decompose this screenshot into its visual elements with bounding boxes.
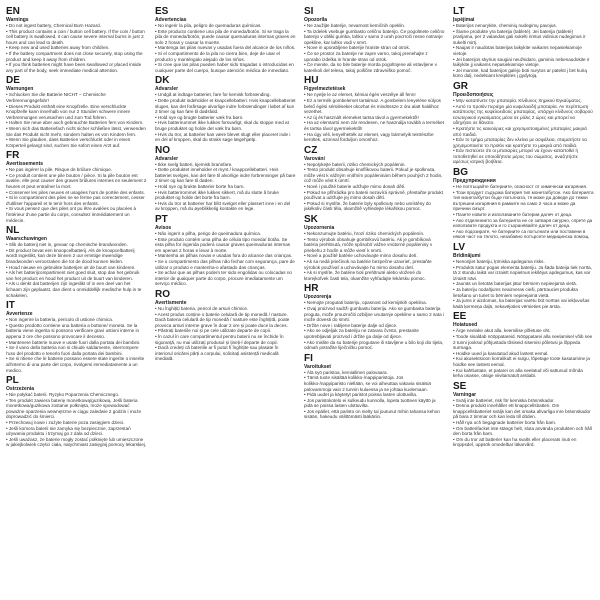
- warning-line: • Ak si myslíte, že batérie boli prehltnuté alebo vložené do ktorejkoľvek časti tela, okamžite vyhľadajte lekársku pomoc.: [304, 270, 426, 281]
- section-lt: [453, 7, 594, 79]
- language-code: HR: [304, 283, 319, 295]
- warning-line: • Halten Sie neue aber auch gebrauchte Batterien fern von Kindern.: [6, 120, 144, 126]
- warning-line: • Hold nye og brukte batterier borte fra barn.: [155, 184, 245, 190]
- section-heading: Advarsler: [155, 86, 179, 93]
- language-code: NL: [6, 225, 20, 237]
- warning-line: • This product contains a coin / button cell battery. If the coin / button cell battery is swallowed, it can cause severe internal burns in just 2 hours and can lead to death.: [6, 28, 145, 45]
- section-cz: [304, 146, 445, 212]
- warning-line: • Kui akusektsioon korralikult ei sulgu, lõpetage toote kasutamine ja hoidke see lastest eemal.: [453, 356, 590, 367]
- warning-line: • Не поглъщайте батериите, опасност от химически изгаряния.: [453, 184, 588, 190]
- section-heading: Ostrzeżenia: [6, 386, 35, 393]
- section-hr: [304, 284, 445, 350]
- section-heading: Warnungen: [6, 86, 34, 93]
- warning-line: • Mantenha as pilhas novas e usadas fora do alcance das crianças.: [155, 253, 293, 259]
- warning-line: • Wenn Sie glauben, dass Batterien verschluckt oder in einen Körperteil gelangt sind, suchen Sie sofort einen Arzt auf.: [6, 137, 131, 148]
- warning-line: • Če menite, da so bile baterije morda pogoltnjene ali vstavljene v katerikoli del telesa, takoj poiščite zdravniško pomoč.: [304, 62, 437, 73]
- language-code: LT: [453, 6, 465, 17]
- warning-line: • Ako mislite da su baterije progutane ili stavljene u bilo koji dio tijela, odmah potražite liječničku pomoć.: [304, 339, 444, 351]
- warning-line: • Ez a termék gombelemet tartalmaz. A gombelem lenyelése súlyos belső égési sérüléseket okozhat és mindössze 2 óra alatt halálhoz vezethet.: [304, 97, 441, 115]
- section-dk: [155, 76, 296, 142]
- warning-line: • Acest produs conține o baterie celulară de tip monedă / nasture. Dacă bateria celulară de tip monedă / nasture este înghițită, poate provoca arsuri interne grave în doar 2 ore și poate duce la deces.: [155, 311, 290, 328]
- warning-line: • If you think batteries might have been swallowed or placed inside any part of the body, seek immediate medical attention.: [6, 62, 142, 73]
- warning-line: • Jei baterijos skyrius saugiai neužsidaro, gaminio nebenaudokite ir laikykite jį vaikams nepasiekiamoje vietoje.: [453, 56, 590, 68]
- language-code: PT: [155, 214, 168, 226]
- warning-line: • Ak sa nedá priečinok na batérie bezpečne uzavrieť, prestaňte výrobok používať a uchovávajte ho mimo dosahu detí.: [304, 259, 432, 270]
- warning-line: • Si cree que las pilas pueden haber sido tragadas o introducidas en cualquier parte del cuerpo, busque atención médica de inmediato.: [155, 62, 294, 73]
- section-heading: Avvertenze: [6, 311, 33, 318]
- language-code: DE: [6, 75, 20, 87]
- warning-line: • Nenorijiet bateriju, ķīmiska apdeguma risks.: [453, 259, 545, 264]
- warning-line: • Mantenga las pilas nuevas y usadas fuera del alcance de los niños.: [155, 45, 296, 51]
- warning-line: • Om batterifacket inte stängs helt, sluta använda produkten och håll den borta från barn.: [453, 425, 592, 437]
- warning-line: • Ja jums ir aizdomas, ka baterijas varētu būt norītas vai iekļuvušas kādā ķermeņa daļā, nekavējoties vērsieties pie ārsta.: [453, 298, 590, 309]
- warning-line: • Este producto contiene una pila de moneda/botón. Si se traga la pila de moneda/botón, puede causar quemaduras internas graves en solo 2 horas y causar la muerte.: [155, 28, 296, 45]
- section-heading: Avertismente: [155, 299, 187, 306]
- warning-line: • Μην καταπίνετε την μπαταρία. Κίνδυνος Χημικού Εγκαύματος.: [453, 97, 582, 103]
- warning-line: • Nekonzumujte batériu, hrozí riziko chemických popálenín.: [304, 231, 425, 237]
- warning-line: • Do not ingest battery, Chemical Burn Hazard.: [6, 23, 101, 28]
- warning-line: • Naujas ir naudotas baterijas laikykite vaikams nepasiekiamoje vietoje.: [453, 45, 582, 56]
- section-hu: [304, 76, 445, 142]
- warning-line: • Jeśli uważasz, że baterie mogły zostać połknięte lub umieszczone w jakiejkolwiek części ciała, natychmiast zasięgnij pomocy lekarskiej.: [6, 436, 147, 448]
- warning-line: • No ingerir la pila, peligro de quemaduras químicas.: [155, 23, 262, 28]
- warning-line: • Ta izdelek vsebuje gumbasto celično baterijo. Če pogoltnete celično baterijo v obliki gumba, lahko v samo 2 urah povzroči resne notranje opekline, kar lahko vodi v smrt.: [304, 28, 445, 45]
- warning-line: • Dit product bevat een knoopcelbatterij. Als de knoopcelbatterij wordt ingeslikt, kan deze binnen 2 uur ernstige inwendige brandwonden veroorzaken die tot de dood kunnen leiden.: [6, 247, 135, 264]
- warning-line: • Jos paristokotelo ei sulkeudu kunnolla, lopeta tuotteen käyttö ja pidä se poissa lasten ulottuvilta.: [304, 397, 436, 409]
- language-code: FR: [6, 150, 20, 162]
- warning-line: • Om du tror att batterier kan ha svalts eller placerats inuti en kroppsdel, uppsök omedelbar läkarvård.: [453, 436, 577, 448]
- warning-line: • Svälj inte batteriet, risk för kemiska brännskador.: [453, 397, 555, 403]
- warning-line: • Nové a použité batérie uchovávajte mimo dosahu detí.: [304, 253, 418, 259]
- section-ee: [453, 312, 594, 378]
- warning-line: • Ha úgy véli, lenyelhették az elemet, vagy bármelyik testrészbe kerültek, azonnal forduljon orvoshoz.: [304, 131, 434, 143]
- section-heading: Figyelmeztetések: [304, 86, 346, 93]
- language-code: SI: [304, 6, 314, 17]
- section-heading: Brīdinājumi: [453, 253, 481, 259]
- warning-line: • Dette produkt indeholder et knapcellebatteri. Hvis knapcellebatteriet sluges, kan det forårsage alvorlige indre forbrændinger i løbet af kun 2 timer og kan føre til dødsfald.: [155, 97, 296, 115]
- warning-line: • Az új és használt elemeket tartsa távol a gyermekektől!: [304, 114, 419, 120]
- warning-line: • Hoidke uued ja kasutatud akud lastest eemal.: [453, 350, 549, 356]
- section-fr: [6, 151, 147, 223]
- warning-line: • Wenn sich das Batteriefach nicht sicher schließen lässt, verwenden Sie das Produkt nicht mehr, sondern halten es von Kindern fern.: [6, 125, 146, 137]
- section-heading: Įspėjimai: [453, 17, 475, 23]
- column-3: [304, 5, 445, 595]
- section-heading: Hoiatused: [453, 322, 478, 329]
- warning-line: • Nemojte progutati bateriju, opasnost od kemijskih opeklina.: [304, 300, 427, 306]
- warning-line: • Пазете новите и използваните батерии далеч от деца.: [453, 212, 573, 218]
- language-code: GR: [453, 80, 468, 92]
- section-se: [453, 382, 594, 448]
- language-code: RO: [155, 288, 170, 300]
- section-heading: Varningar: [453, 391, 477, 398]
- warning-line: • Jeśli komora baterii nie zamyka się bezpiecznie, zaprzestań używania produktu i trzymaj go z dala od dzieci.: [6, 425, 131, 437]
- warning-line: • Se il vano della batteria non si chiude saldamente, interrompere l'uso del prodotto e tenerlo fuori dalla portata dei bambini.: [6, 345, 139, 356]
- warning-line: • Schlucken Sie die Batterie NICHT – Chemische Verbrennungsgefahr!: [6, 92, 106, 103]
- section-pt: [155, 215, 296, 287]
- warning-line: • Jos epäilet, että paristo on nielty tai joutunut mihin tahansa kehon sisään, hakeudu välittömästi lääkäriin.: [304, 408, 440, 420]
- language-code: HU: [304, 75, 319, 87]
- warning-line: • Εάν το τμήμα μπαταρίας δεν κλείνει με ασφάλεια, σταματήστε να χρησιμοποιείτε το προϊόν και κρατήστε το μακριά από παιδιά.: [453, 137, 587, 148]
- language-code: LV: [453, 242, 466, 253]
- warning-line: • Baterijos nenurykite, cheminių nudegimų pavojus.: [453, 23, 558, 28]
- language-code: BG: [453, 167, 468, 179]
- warning-line: • Hvis du tror, at batterier kan være blevet slugt eller placeret inde i en del af kroppen, skal du straks søge lægehjælp.: [155, 131, 291, 143]
- warning-line: • Nie połykać baterii. Ryzyko Poparzenia Chemicznego.: [6, 392, 120, 398]
- warning-line: • Este produto contém uma pilha de célula tipo moeda/ botão. Se esta pilha for ingerida poderá causar graves queimaduras internas em apenas 2 horas e levar à morte.: [155, 236, 291, 253]
- warning-line: • Keep new and used batteries away from children.: [6, 45, 110, 51]
- section-no: [155, 146, 296, 212]
- section-sk: [304, 215, 445, 281]
- warning-line: • Nepolykejte baterii, riziko chemických popálenin.: [304, 161, 406, 167]
- warning-line: • Ha az elemtartó nem zár rendesen, ne használja tovább a terméket és tartsa távol gyermekektől!: [304, 120, 445, 131]
- warning-line: • Ne pas ingérer la pile. Risque de brûlure chimique.: [6, 167, 113, 173]
- warning-line: • Hvis batterirommet ikke lukkes sikkert, må du slutte å bruke produktet og holde det borte fra barn.: [155, 189, 279, 201]
- warning-line: • Ärge neelake akut alla, keemilise põletuse oht.: [453, 328, 551, 334]
- section-en: [6, 7, 147, 73]
- warning-line: • Non ingerire la batteria, pericolo di ustione chimica.: [6, 317, 114, 323]
- warning-line: • În cazul în care compartimentul pentru baterii nu se închide în siguranță, nu mai utilizați produsul și țineți-l departe de copii.: [155, 333, 284, 345]
- section-heading: Upozornenia: [304, 225, 335, 232]
- section-heading: Waarschuwingen: [6, 236, 47, 243]
- warning-line: • If the battery compartment does not close securely, stop using the product and keep it away from children.: [6, 50, 143, 62]
- section-heading: Opozorila: [304, 17, 328, 23]
- warning-line: • Se achar que as pilhas podem ter sido engolidas ou colocadas no interior de qualquer parte do corpo, procure imediatamente um serviço médico.: [155, 270, 292, 287]
- warning-line: • Εάν πιστεύετε ότι οι μπαταρίες μπορεί να έχουν καταποθεί ή τοποθετηθεί σε οποιοδήποτε μέρος του σώματος, αναζητήστε αμέσως ιατρική βοήθεια.: [453, 148, 579, 165]
- warning-line: • Slik de batterij niet in, gevaar op chemische brandwonden.: [6, 242, 128, 248]
- warning-line: • Undgå at indtage batteriet, fare for kemisk forbrænding.: [155, 92, 271, 98]
- section-heading: Предупреждения: [453, 178, 496, 185]
- warning-line: • Tämä tuote sisältää kolikko-/nappiparistoja. Jos kolikko-/nappiparisto niellään, se voi aiheuttaa vakavia sisäisiä palovammoja vain 2 tunnin kuluessa ja se johtaa kuolemaan.: [304, 375, 431, 392]
- language-code: NO: [155, 144, 170, 156]
- language-code: EE: [453, 311, 467, 323]
- warning-line: • Držite nove i rabljene baterije dalje od djece.: [304, 322, 398, 328]
- warning-line: • Si el compartimento de la pila no cierra bien, deje de usar el producto y manténgalo alejado de los niños.: [155, 50, 280, 62]
- section-pl: [6, 376, 147, 448]
- section-nl: [6, 226, 147, 298]
- warning-line: • Κρατήστε τις καινούριες και χρησιμοποιημένες μπαταρίες μακριά από παιδιά.: [453, 125, 587, 137]
- section-fi: [304, 354, 445, 420]
- warning-line: • Ако подозирате, че батериите са погълнати или поставени в някоя част на тялото, незабавно потърсете медицинска помощ.: [453, 228, 590, 240]
- warning-line: • Ten produkt zawiera baterię monetkową/guzikową. Jeśli bateria monetkowa/guzikowa zostanie połknięta, może spowodować poważne oparzenia wewnętrzne w ciągu zaledwie 2 godzin i może doprowadzić do śmierci.: [6, 397, 142, 420]
- warning-line: • Se o compartimento das pilhas não fechar com segurança, pare de utilizar o produto e mantenha-o afastado das crianças.: [155, 259, 295, 270]
- section-gr: [453, 82, 594, 165]
- language-code: SE: [453, 380, 467, 392]
- language-code: DK: [155, 75, 170, 87]
- warning-line: • Ja bateriju nodalījums neaizveras cieši, pārtrauciet produkta lietošanu un turiet to bērniem nepieejamā vietā.: [453, 286, 578, 298]
- warning-line: • Håll nya och begagnade batterier borta från barn.: [453, 420, 557, 426]
- warning-line: • Ne nyelje le az elemet, kémiai égés veszélye áll fenn!: [304, 92, 416, 98]
- warning-line: • Този продукт съдържа батерия тип монета/бутон. Ако батерията тип монета/бутон бъде погълната, тя може да доведе до тежки вътрешни изгаряния в рамките на само 2 часа и може да причини смърт.: [453, 189, 594, 212]
- section-heading: Προειδοποιήσεις: [453, 91, 494, 98]
- warning-line: • Mantenere batterie nuove e usate fuori dalla portata dei bambini.: [6, 339, 141, 345]
- section-heading: Warnings: [6, 17, 29, 23]
- section-heading: Upozorenja: [304, 294, 332, 301]
- section-si: [304, 7, 445, 73]
- warning-line: • Ако отделението за батерията не се затваря сигурно, спрете да използвате продукта и го съхранявайте далеч от деца.: [453, 217, 593, 229]
- warning-line: • Hvis batterirummet ikke lukkes forsvarligt, skal du stoppe med at bruge produktet og holde det væk fra børn.: [155, 120, 289, 131]
- section-heading: Varoitukset: [304, 363, 331, 370]
- section-bg: [453, 168, 594, 240]
- warning-line: • Ne zaužijte baterije, nevarnost kemičnih opeklin.: [304, 23, 406, 28]
- warning-line: • Si vous pensez que des piles ont pu être avalées ou placées à l'intérieur d'une partie du corps, consultez immédiatement un médecin.: [6, 206, 137, 223]
- warning-line: • Ikke svelg batteri, kjemisk brannfare.: [155, 161, 233, 167]
- language-code: ES: [155, 6, 169, 17]
- section-ro: [155, 290, 296, 362]
- column-4: [453, 5, 594, 595]
- warning-line: • Če se prostor za baterije ne zapre varno, takoj prenehajte z uporabo izdelka in hranite stran od otrok.: [304, 50, 428, 62]
- warning-line: • Kui kahtlustate, et patarei on alla neelatud või sattunud mõnda keha osasse, otsige viivitamatult arstiabi.: [453, 367, 583, 379]
- section-heading: Avertissements: [6, 161, 44, 168]
- warning-line: • Hvis du tror at batterier har blitt svelget eller plassert inne i en del av kroppen, må du øyeblikkelig kontakte en lege.: [155, 200, 291, 212]
- section-lv: [453, 243, 594, 309]
- warning-line: • Przechowuj nowe i zużyte baterie poza zasięgiem dzieci.: [6, 420, 125, 426]
- warning-line: • Dette produktet inneholder et mynt / knappcellebatteri. Hvis batteriet svelges, kan det føre til alvorlige indre forbrenninger på bare 2 timer og kan føre til døden.: [155, 167, 296, 184]
- warning-line: • Älä syö paristoa, kemiallinen palovaara.: [304, 369, 388, 375]
- warning-line: • Pokud si myslíte, že baterie byly spolknuty nebo umístěny do jakékoliv části těla, okamžitě vyhledejte lékařskou pomoc.: [304, 200, 431, 212]
- warning-line: • Ce produit contient une pile bouton / pièce. Si la pile bouton est avalée, elle peut causer des graves brûlures internes en seulement 2 heures et peut entraîner la mort.: [6, 172, 147, 190]
- warning-line: • Pokud se přihrádka pro baterii nezavírá správně, přestaňte produkt používat a udržujte jej mimo dosah dětí.: [304, 189, 443, 201]
- section-it: [6, 301, 147, 373]
- warning-line: • Tento produkt obsahuje knoflíkovou baterii. Pokud je spolknuta, může vést k vážným vnitřním popáleninám během pouhých 2 hodin, což může vést k úmrtí.: [304, 167, 443, 184]
- warning-line: • Tento výrobok obsahuje gombíkovú batériu. Ak je gombíková batéria prehltnutá, môže spôsobiť vážne vnútorné popáleniny v priebehu 2 hodín a môže viesť k smrti.: [304, 236, 433, 253]
- warning-line: • Denna produkt innehåller ett knappcellsbatteri. Om knappcellsbatteriet sväljs kan det orsaka allvarliga inre brännskador på bara 2 timmar och kan leda till döden.: [453, 403, 591, 420]
- warning-line: • Dieses Produkt enthält eine Knopfzelle. Eine verschluckte Knopfzelle kann innerhalb von nur 2 Stunden schwere innere Verbrennungen verursachen und zum Tod führen.: [6, 103, 131, 120]
- column-2: [155, 5, 296, 595]
- section-heading: Varování: [304, 155, 325, 162]
- warning-line: • Questo prodotto contiene una batteria a bottone/ moneta. Se la batteria viene ingerita si possono verificare gravi ustioni interne in appena 2 ore che possono provocare il decesso.: [6, 322, 140, 339]
- warning-line: • Houd nieuwe en gebruikte batterijen uit de buurt van kinderen.: [6, 264, 136, 270]
- warning-line: • Nové i použité baterie udržujte mimo dosah dětí.: [304, 184, 406, 190]
- warning-line: • Als u denkt dat batterijen zijn ingeslikt of in een deel van het lichaam zijn geplaatst, dan dient u onmiddellijk medische hulp in te schakelen.: [6, 281, 142, 298]
- warning-line: • Als het batterijcompartiment niet goed sluit, stop dan het gebruik van het product en houd het product uit de buurt van kinderen.: [6, 270, 140, 281]
- section-de: [6, 76, 147, 148]
- warning-line: • Produkts satur pogas elementa bateriju. Ja šāda bateija tiek norīta, tā 2 stundu laikā var izraisīt nopietnus iekšējus apdegumus, kas var izraisīt nāvi.: [453, 264, 592, 281]
- section-heading: Advarsler: [155, 155, 179, 162]
- warning-line: • Hold nye og brugte batterier væk fra børn.: [155, 114, 244, 120]
- warning-line: • Šiame produkte yra baterija (tabletė). Jei baterija (tabletė) prarijama, per 2 valandas gali sukelti rimtus vidinius nudegimus ir sukelti mirtį.: [453, 28, 586, 45]
- language-code: EN: [6, 6, 20, 17]
- warning-line: • Toode sisaldab nööppatareid. Nööppatarei alla neelamisel võib see 2 tunni jooksul põhjustada tõsiseid sisemisi põletusi ja lõppeda surmaga.: [453, 333, 593, 351]
- column-1: [6, 5, 147, 595]
- warning-line: • Αυτό το προϊόν περιέχει μία κυψελοειδή μπαταρία. Αν περίπτωση κατάποσης της κυψελοειδούς μπαταρίας, υπάρχει κίνδυνος σοβαρού εσωτερικού εγκαύματος μέσα σε μόλις 2 ώρες και μπορεί να οδηγήσει σε θάνατο.: [453, 103, 593, 126]
- warning-line: • Conserver les piles neuves et usagées hors de portée des enfants.: [6, 189, 145, 195]
- language-code: CZ: [304, 144, 318, 156]
- warning-line: • Pidä uudet ja käytetyt paristot poissa lasten ulottuvilta.: [304, 392, 418, 398]
- warning-line: • Não ingerir a pilha, perigo de queimadura química.: [155, 231, 262, 237]
- warning-line: • Se si ritiene che le batterie possano essere state ingerite o inserite all'interno di una parte del corpo, rivolgersi immediatamente a un medico.: [6, 356, 145, 373]
- language-code: FI: [304, 352, 313, 364]
- section-es: [155, 7, 296, 73]
- warning-line: • Ovaj proizvod sadrži gumbastu bateriju. Ako se gumbasta baterija proguta, može prouzročiti ozbiljne unutarnje opekline u samo 2 sata i može dovesti do smrti.: [304, 305, 444, 323]
- warning-line: • Păstrați bateriile noi și pe cele utilizate departe de copii.: [155, 328, 272, 334]
- warning-line: • Si le compartiment des piles ne se ferme pas correctement, cesser d'utiliser l'appareil et le tenir hors des enfants.: [6, 195, 145, 206]
- warning-line: • Nu înghițiți bateria, pericol de arsuri chimice.: [155, 305, 249, 311]
- language-code: SK: [304, 214, 318, 226]
- section-heading: Advertencias: [155, 17, 187, 23]
- warning-line: • Dacă credeți că bateriile ar fi putut fi înghițite sau plasate în interiorul oricărei părți a corpului, solicitați asistență medicală imediată.: [155, 345, 279, 362]
- section-heading: Avisos: [155, 225, 172, 232]
- language-code: PL: [6, 375, 19, 387]
- warning-line: • Jaunās un lietotās baterijas jātur bērniem nepieejamā vietā.: [453, 281, 577, 287]
- warning-line: • Ako se odjeljak za bateriju ne zatvara čvrsto, prestanite upotrebljavati proizvod i držite ga dalje od djece.: [304, 328, 419, 339]
- warning-line: • Nove in uporabljene baterije hranite stran od otrok.: [304, 45, 411, 51]
- language-code: IT: [6, 300, 15, 312]
- warning-line: • Jei manote, kad baterijos galėjo būti nurytos ar patekti į bet kurią kūno dalį, nedelsiant kreipkitės į gydytoją.: [453, 67, 587, 79]
